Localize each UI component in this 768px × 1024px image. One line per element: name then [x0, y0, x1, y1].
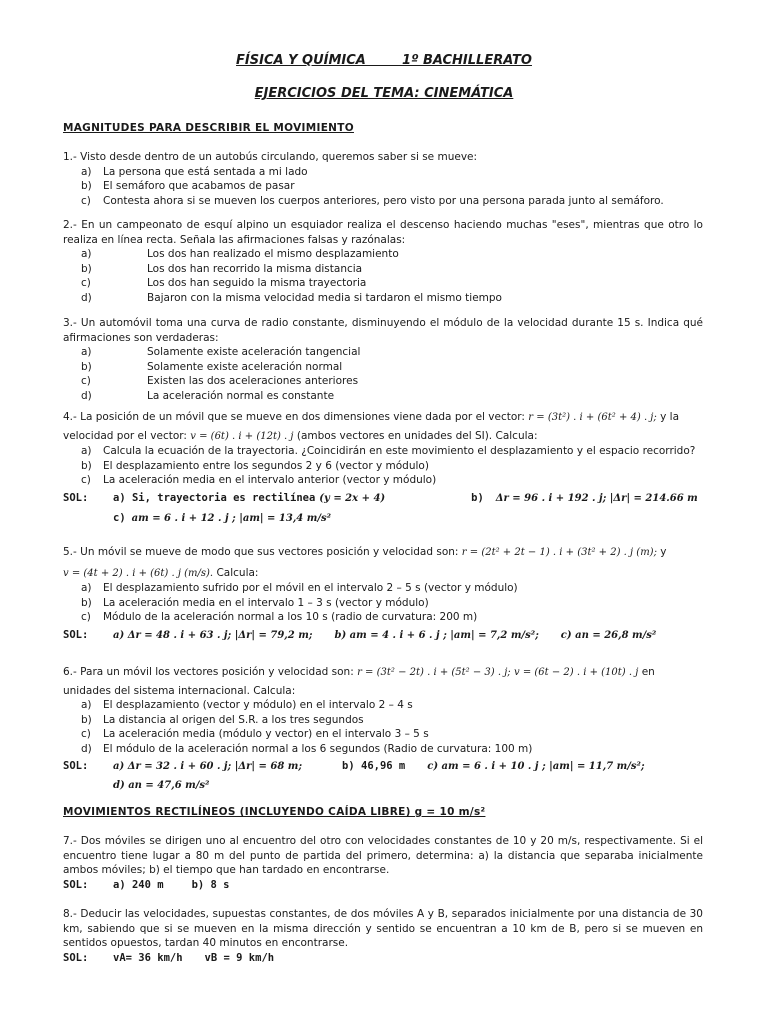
- position-vector-formula: r = (3t² − 2t) . i + (5t² − 3) . j;: [357, 667, 511, 678]
- list-item: d) Bajaron con la misma velocidad media si tardaron el mismo tiempo: [81, 291, 502, 304]
- list-item: a) El desplazamiento (vector y módulo) en el intervalo 2 – 4 s: [81, 699, 413, 712]
- exercise-stem: 2.- En un campeonato de esquí alpino un esquiador realiza el descenso haciendo muchas "eses", mientras que otro lo realiza en línea recta. Señala las afirmaciones falsas y razónalas:: [63, 219, 703, 246]
- exercise-5: 5.- Un móvil se mueve de modo que sus vectores posición y velocidad son: r = (2t² + 2t − 1) . i + (3t² + 2) . j (m); y v = (4t + 2) . i + (6t) . j (m/s). Calcula: a) El desplazamiento sufrido por el móvil en el intervalo 2 – 5 s (vector y módulo) b) La aceleración media en el intervalo 1 – 3 s (vector y módulo) c) Módulo de la aceleración normal a los 10 s (radio de curvatura: 200 m) SOL: a) Δr = 48 . i + 63 . j; |Δr| = 79,2 m; b) am = 4 . i + 6 . j ; |am| = 7,2 m/s²; c) an = 26,8 m/s²: [63, 545, 703, 644]
- solution-label: SOL:: [63, 628, 89, 641]
- course-title: FÍSICA Y QUÍMICA 1º BACHILLERATO: [236, 53, 532, 68]
- list-item: c) Existen las dos aceleraciones anteriores: [81, 375, 359, 388]
- list-item: b) El semáforo que acabamos de pasar: [81, 180, 295, 193]
- section-heading-magnitudes: MAGNITUDES PARA DESCRIBIR EL MOVIMIENTO: [63, 122, 354, 134]
- exercise-3: [63, 316, 703, 404]
- exercise-stem: 4.- La posición de un móvil que se mueve en dos dimensiones viene dada por el vector: r = (3t²) . i + (6t² + 4) . j; y la: [63, 411, 680, 423]
- exercise-4: 4.- La posición de un móvil que se mueve en dos dimensiones viene dada por el vector: r = (3t²) . i + (6t² + 4) . j; y la velocidad por el vector: v = (6t) . i + (12t) . j (ambos vectores en unidades del SI). Calcula: a) Calcula la ecuación de la trayectoria. ¿Coincidirán en este movimiento el desplazamiento y el espacio recorrido? b) El desplazamiento entre los segundos 2 y 6 (vector y módulo) c) La aceleración media en el intervalo anterior (vector y módulo) SOL: a) Si, trayectoria es rectilínea (y = 2x + 4) b) Δr = 96 . i + 192 . j; |Δr| = 214.66 m c) am = 6 . i + 12 . j ; |am| = 13,4 m/s²: [63, 410, 703, 526]
- exercise-6: 6.- Para un móvil los vectores posición y velocidad son: r = (3t² − 2t) . i + (5t² − 3) . j; v = (6t − 2) . i + (10t) . j en unidades del sistema internacional. Calcula: a) El desplazamiento (vector y módulo) en el intervalo 2 – 4 s b) La distancia al origen del S.R. a los tres segundos c) La aceleración media (módulo y vector) en el intervalo 3 – 5 s d) El módulo de la aceleración normal a los 6 segundos (Radio de curvatura: 100 m) SOL: a) Δr = 32 . i + 60 . j; |Δr| = 68 m; b) 46,96 m c) am = 6 . i + 10 . j ; |am| = 11,7 m/s²; d) an = 47,6 m/s²: [63, 665, 703, 794]
- list-item: d) La aceleración normal es constante: [81, 389, 335, 402]
- solution-label: SOL:: [63, 878, 89, 891]
- exercise-stem: 6.- Para un móvil los vectores posición y velocidad son: r = (3t² − 2t) . i + (5t² − 3) . j; v = (6t − 2) . i + (10t) . j en: [63, 666, 655, 678]
- list-item: b) El desplazamiento entre los segundos 2 y 6 (vector y módulo): [81, 459, 429, 472]
- list-item: c) Los dos han seguido la misma trayectoria: [81, 277, 367, 290]
- solution-row: SOL: a) Si, trayectoria es rectilínea (y = 2x + 4) b) Δr = 96 . i + 192 . j; |Δr| = 214.66 m: [63, 491, 698, 504]
- list-item: a) Solamente existe aceleración tangencial: [81, 346, 361, 359]
- solution-label: SOL:: [63, 491, 89, 504]
- list-item: c) La aceleración media en el intervalo anterior (vector y módulo): [81, 474, 437, 487]
- solution-row: SOL: a) Δr = 32 . i + 60 . j; |Δr| = 68 m; b) 46,96 m c) am = 6 . i + 10 . j ; |am| = 11,7 m/s²;: [63, 759, 645, 772]
- position-vector-formula: r = (3t²) . i + (6t² + 4) . j;: [528, 412, 657, 423]
- exercise-stem: 7.- Dos móviles se dirigen uno al encuentro del otro con velocidades constantes de 10 y 20 m/s, respectivamente. Si el encuentro tiene lugar a 80 m del punto de partida del primero, determina: a) la distancia que separaba inicialmente ambos móviles; b) el tiempo que han tardado en encontrarse.: [63, 835, 703, 877]
- solution-label: SOL:: [63, 951, 89, 964]
- list-item: b) Solamente existe aceleración normal: [81, 360, 343, 373]
- velocity-vector-formula: v = (4t + 2) . i + (6t) . j (m/s).: [63, 567, 214, 579]
- solution-label: SOL:: [63, 759, 89, 772]
- list-item: c) Contesta ahora si se mueven los cuerpos anteriores, pero visto por una persona parada junto al semáforo.: [81, 194, 664, 207]
- exercise-stem: 1.- Visto desde dentro de un autobús circulando, queremos saber si se mueve:: [63, 151, 478, 163]
- velocity-vector-formula: v = (6t) . i + (12t) . j: [190, 430, 294, 442]
- exercise-1: [63, 150, 703, 208]
- exercise-stem: 5.- Un móvil se mueve de modo que sus vectores posición y velocidad son: r = (2t² + 2t − 1) . i + (3t² + 2) . j (m); y: [63, 546, 667, 558]
- list-item: b) Los dos han recorrido la misma distancia: [81, 262, 363, 275]
- solution-row: SOL: a) Δr = 48 . i + 63 . j; |Δr| = 79,2 m; b) am = 4 . i + 6 . j ; |am| = 7,2 m/s²; c) an = 26,8 m/s²: [63, 628, 657, 641]
- list-item: b) La distancia al origen del S.R. a los tres segundos: [81, 713, 364, 726]
- exercise-stem: 3.- Un automóvil toma una curva de radio constante, disminuyendo el módulo de la velocidad durante 15 s. Indica qué afirmaciones son verdaderas:: [63, 317, 703, 344]
- solution-row: c) am = 6 . i + 12 . j ; |am| = 13,4 m/s²: [113, 511, 331, 524]
- solution-row: SOL: a) 240 m b) 8 s: [63, 878, 230, 891]
- list-item: d) El módulo de la aceleración normal a los 6 segundos (Radio de curvatura: 100 m): [81, 742, 533, 755]
- section-heading-rectilineos: MOVIMIENTOS RECTILÍNEOS (INCLUYENDO CAÍDA LIBRE) g = 10 m/s²: [63, 806, 486, 818]
- solution-row: d) an = 47,6 m/s²: [113, 780, 210, 792]
- velocity-vector-formula: v = (6t − 2) . i + (10t) . j: [514, 667, 639, 678]
- exercise-2: [63, 218, 703, 306]
- list-item: c) Módulo de la aceleración normal a los 10 s (radio de curvatura: 200 m): [81, 611, 478, 624]
- topic-title: EJERCICIOS DEL TEMA: CINEMÁTICA: [254, 86, 514, 101]
- solution-row: SOL: vA= 36 km/h vB = 9 km/h: [63, 951, 275, 964]
- exercise-stem: 8.- Deducir las velocidades, supuestas constantes, de dos móviles A y B, separados inicialmente por una distancia de 30 km, sabiendo que si se mueven en la misma dirección y sentido se encuentran a 10 km de B, pero si se mueven en sentidos opuestos, tardan 40 minutos en encontrarse.: [63, 908, 703, 950]
- list-item: c) La aceleración media (módulo y vector) en el intervalo 3 – 5 s: [81, 728, 429, 741]
- list-item: a) Los dos han realizado el mismo desplazamiento: [81, 248, 399, 261]
- list-item: a) La persona que está sentada a mi lado: [81, 165, 308, 178]
- list-item: a) Calcula la ecuación de la trayectoria. ¿Coincidirán en este movimiento el desplazamiento y el espacio recorrido?: [81, 445, 696, 458]
- exercise-7: [63, 834, 703, 892]
- list-item: a) El desplazamiento sufrido por el móvil en el intervalo 2 – 5 s (vector y módulo): [81, 582, 518, 595]
- exercise-8: [63, 907, 703, 965]
- list-item: b) La aceleración media en el intervalo 1 – 3 s (vector y módulo): [81, 596, 429, 609]
- position-vector-formula: r = (2t² + 2t − 1) . i + (3t² + 2) . j (m);: [461, 547, 657, 558]
